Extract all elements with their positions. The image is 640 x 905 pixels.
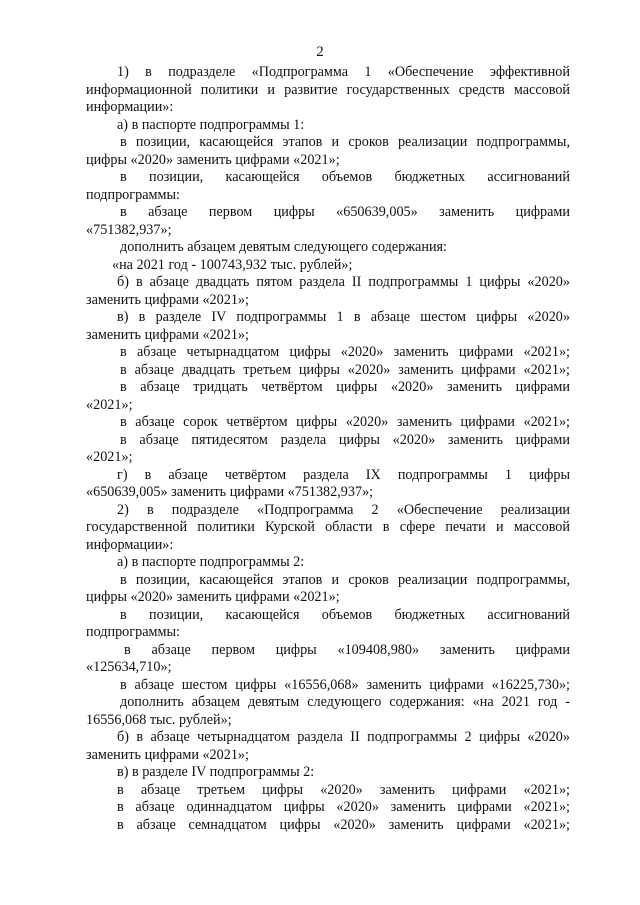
text-line: в) в разделе IV подпрограммы 1 в абзаце шестом цифры «2020» [117, 309, 570, 325]
text-line: в абзаце семнадцатом цифры «2020» заменить цифрами «2021»; [117, 816, 570, 833]
text-line: «2021»; [86, 449, 133, 465]
text-line: а) в паспорте подпрограммы 2: [117, 554, 305, 570]
text-line: «125634,710»; [86, 659, 172, 675]
text-line: в абзаце первом цифры «109408,980» заменить цифрами [124, 641, 570, 658]
text-line: заменить цифрами «2021»; [86, 326, 249, 343]
text-line: подпрограммы: [86, 624, 180, 640]
text-line: дополнить абзацем девятым следующего содержания: [120, 239, 448, 255]
text-line: заменить цифрами «2021»; [86, 746, 249, 763]
text-line: г) в абзаце четвёртом раздела IX подпрограммы 1 цифры [117, 466, 570, 483]
text-line: а) в паспорте подпрограммы 1: [117, 116, 305, 133]
text-line: в абзаце шестом цифры «16556,068» заменить цифрами «16225,730»; [120, 676, 570, 693]
text-line: «на 2021 год - 100743,932 тыс. рублей»; [112, 256, 353, 273]
text-line: дополнить абзацем девятым следующего содержания: «на 2021 год - [120, 694, 570, 710]
text-line: в абзаце сорок четвёртом цифры «2020» заменить цифрами «2021»; [120, 414, 570, 430]
text-line: «2021»; [86, 396, 133, 413]
text-line: «751382,937»; [86, 221, 172, 238]
text-line: в) в разделе IV подпрограммы 2: [117, 764, 315, 780]
text-line: информации»: [86, 536, 174, 553]
text-line: государственной политики Курской области в сфере печати и массовой [86, 519, 570, 535]
text-line: 16556,068 тыс. рублей»; [86, 711, 232, 728]
text-line: в позиции, касающейся объемов бюджетных ассигнований [120, 169, 570, 185]
text-line: цифры «2020» заменить цифрами «2021»; [86, 589, 340, 605]
text-line: в абзаце пятидесятом раздела цифры «2020» заменить цифрами [120, 431, 570, 448]
text-line: 2) в подразделе «Подпрограмма 2 «Обеспечение реализации [117, 501, 570, 518]
text-line: в абзаце двадцать третьем цифры «2020» заменить цифрами «2021»; [120, 361, 570, 378]
text-line: в абзаце тридцать четвёртом цифры «2020» заменить цифрами [120, 379, 570, 395]
text-line: цифры «2020» заменить цифрами «2021»; [86, 151, 340, 168]
text-line: в позиции, касающейся объемов бюджетных ассигнований [120, 606, 570, 623]
text-line: заменить цифрами «2021»; [86, 291, 249, 308]
text-line: подпрограммы: [86, 186, 180, 203]
text-line: в абзаце четырнадцатом цифры «2020» заменить цифрами «2021»; [120, 344, 570, 360]
text-line: б) в абзаце четырнадцатом раздела II подпрограммы 2 цифры «2020» [117, 729, 570, 745]
text-line: 1) в подразделе «Подпрограмма 1 «Обеспечение эффективной [117, 64, 570, 80]
text-line: в абзаце первом цифры «650639,005» заменить цифрами [120, 204, 570, 220]
document-body [86, 64, 570, 834]
text-line: в позиции, касающейся этапов и сроков реализации подпрограммы, [120, 571, 570, 588]
text-line: в абзаце одиннадцатом цифры «2020» заменить цифрами «2021»; [117, 799, 570, 815]
text-line: в позиции, касающейся этапов и сроков реализации подпрограммы, [120, 134, 570, 150]
text-line: информационной политики и развитие государственных средств массовой [86, 81, 570, 98]
page-number: 2 [316, 44, 324, 60]
text-line: в абзаце третьем цифры «2020» заменить цифрами «2021»; [117, 781, 570, 798]
text-line: информации»: [86, 99, 174, 115]
text-line: «650639,005» заменить цифрами «751382,937»; [86, 484, 374, 500]
text-line: б) в абзаце двадцать пятом раздела II подпрограммы 1 цифры «2020» [117, 274, 570, 290]
